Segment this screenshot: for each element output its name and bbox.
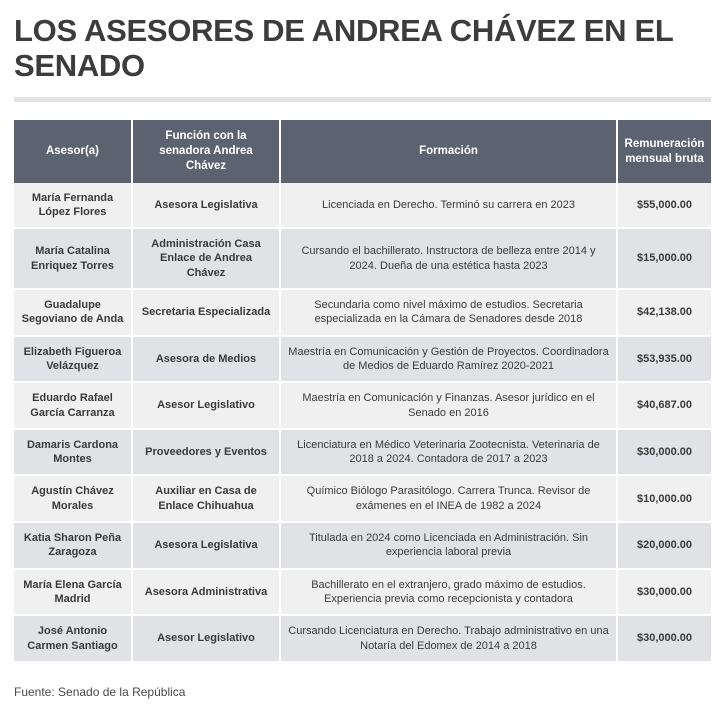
cell-advisor-education: Licenciatura en Médico Veterinaria Zootecnista. Veterinaria de 2018 a 2024. Contadora de 2017 a 2023	[280, 429, 617, 476]
table-row	[14, 429, 711, 476]
source-note: Fuente: Senado de la República	[14, 684, 186, 699]
title-divider	[14, 97, 711, 102]
cell-advisor-role: Asesor Legislativo	[132, 382, 280, 429]
table-header-row	[14, 120, 711, 182]
cell-advisor-role: Proveedores y Eventos	[132, 429, 280, 476]
advisors-table	[14, 120, 711, 662]
cell-advisor-education: Maestría en Comunicación y Finanzas. Asesor jurídico en el Senado en 2016	[280, 382, 617, 429]
cell-advisor-pay: $40,687.00	[617, 382, 711, 429]
cell-advisor-role: Asesora Administrativa	[132, 569, 280, 616]
cell-advisor-pay: $53,935.00	[617, 336, 711, 383]
cell-advisor-name: Katia Sharon Peña Zaragoza	[14, 522, 132, 569]
table-row	[14, 289, 711, 336]
cell-advisor-education: Químico Biólogo Parasitólogo. Carrera Trunca. Revisor de exámenes en el INEA de 1982 a 2024	[280, 475, 617, 522]
cell-advisor-education: Bachillerato en el extranjero, grado máximo de estudios. Experiencia previa como recepcionista y contadora	[280, 569, 617, 616]
cell-advisor-pay: $10,000.00	[617, 475, 711, 522]
table-header	[14, 120, 711, 182]
column-header-role: Función con la senadora Andrea Chávez	[132, 120, 280, 182]
cell-advisor-education: Titulada en 2024 como Licenciada en Administración. Sin experiencia laboral previa	[280, 522, 617, 569]
cell-advisor-pay: $20,000.00	[617, 522, 711, 569]
table-row	[14, 228, 711, 289]
cell-advisor-education: Maestría en Comunicación y Gestión de Proyectos. Coordinadora de Medios de Eduardo Ramírez 2020-2021	[280, 336, 617, 383]
cell-advisor-pay: $15,000.00	[617, 228, 711, 289]
table-row	[14, 569, 711, 616]
table-row	[14, 522, 711, 569]
column-header-education: Formación	[280, 120, 617, 182]
cell-advisor-role: Asesora de Medios	[132, 336, 280, 383]
cell-advisor-education: Cursando Licenciatura en Derecho. Trabajo administrativo en una Notaría del Edomex de 2014 a 2018	[280, 615, 617, 662]
cell-advisor-name: María Fernanda López Flores	[14, 183, 132, 229]
cell-advisor-name: José Antonio Carmen Santiago	[14, 615, 132, 662]
cell-advisor-pay: $30,000.00	[617, 615, 711, 662]
cell-advisor-name: Eduardo Rafael García Carranza	[14, 382, 132, 429]
column-header-pay: Remuneración mensual bruta	[617, 120, 711, 182]
cell-advisor-education: Secundaria como nivel máximo de estudios. Secretaria especializada en la Cámara de Senadores desde 2018	[280, 289, 617, 336]
cell-advisor-role: Asesora Legislativa	[132, 183, 280, 229]
table-row	[14, 615, 711, 662]
cell-advisor-role: Auxiliar en Casa de Enlace Chihuahua	[132, 475, 280, 522]
page-title: LOS ASESORES DE ANDREA CHÁVEZ EN EL SENADO	[14, 13, 673, 83]
cell-advisor-role: Asesora Legislativa	[132, 522, 280, 569]
cell-advisor-pay: $42,138.00	[617, 289, 711, 336]
cell-advisor-name: Guadalupe Segoviano de Anda	[14, 289, 132, 336]
cell-advisor-pay: $30,000.00	[617, 429, 711, 476]
table-row	[14, 382, 711, 429]
cell-advisor-education: Cursando el bachillerato. Instructora de belleza entre 2014 y 2024. Dueña de una estética hasta 2023	[280, 228, 617, 289]
column-header-advisor: Asesor(a)	[14, 120, 132, 182]
cell-advisor-name: María Catalina Enriquez Torres	[14, 228, 132, 289]
cell-advisor-role: Asesor Legislativo	[132, 615, 280, 662]
cell-advisor-pay: $55,000.00	[617, 183, 711, 229]
cell-advisor-name: Agustín Chávez Morales	[14, 475, 132, 522]
cell-advisor-name: Damaris Cardona Montes	[14, 429, 132, 476]
cell-advisor-name: Elizabeth Figueroa Velázquez	[14, 336, 132, 383]
cell-advisor-role: Administración Casa Enlace de Andrea Chávez	[132, 228, 280, 289]
cell-advisor-role: Secretaria Especializada	[132, 289, 280, 336]
cell-advisor-name: María Elena García Madrid	[14, 569, 132, 616]
cell-advisor-education: Licenciada en Derecho. Terminó su carrera en 2023	[280, 183, 617, 229]
table-row	[14, 183, 711, 229]
table-row	[14, 336, 711, 383]
cell-advisor-pay: $30,000.00	[617, 569, 711, 616]
table-body	[14, 183, 711, 662]
table-row	[14, 475, 711, 522]
